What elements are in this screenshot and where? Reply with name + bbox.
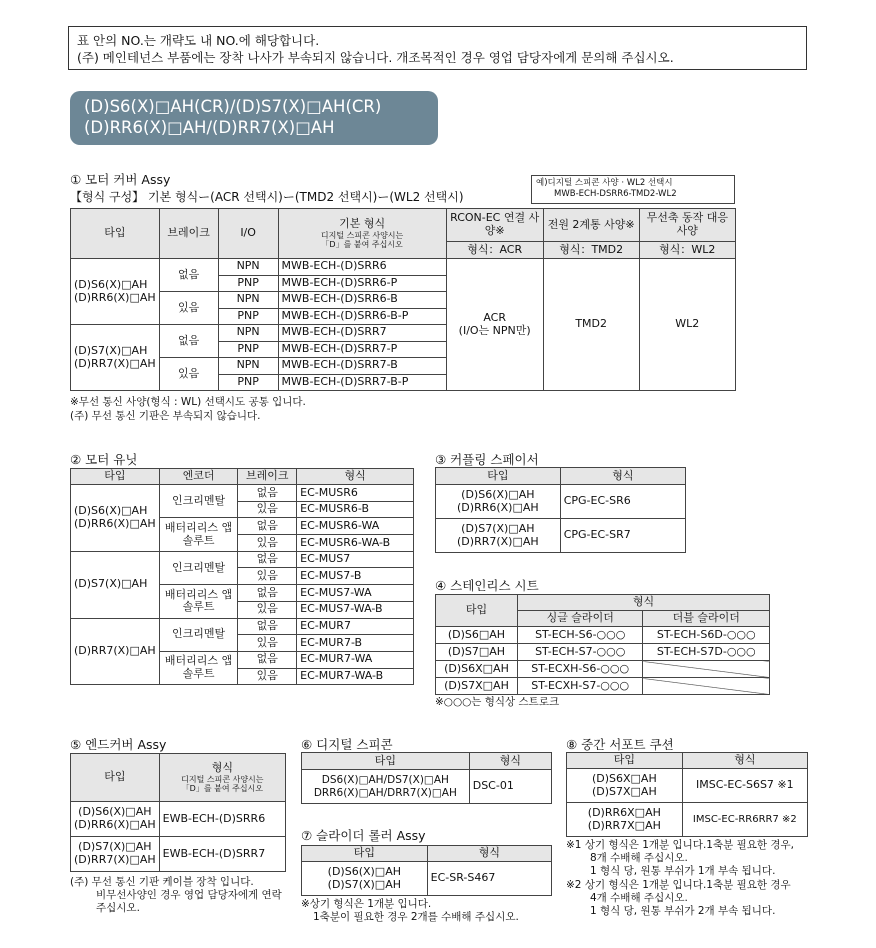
- model-cell: EWB-ECH-(D)SRR6: [159, 802, 285, 837]
- header-model: 형식: [297, 469, 414, 485]
- io-cell: PNP: [218, 275, 278, 292]
- section-5-note-1: (주) 무선 통신 기판 케이블 장착 입니다.: [70, 876, 254, 888]
- header-base-note-2: 「D」를 붙여 주십시오: [321, 239, 403, 249]
- type-cell: (D)S7(X)□AH: [71, 551, 160, 618]
- header-model: [159, 754, 285, 802]
- model-cell: EC-MUR7-WA-B: [297, 668, 414, 685]
- model-cell: EC-MUSR6-WA: [297, 518, 414, 535]
- model-cell: MWB-ECH-(D)SRR7-P: [278, 341, 446, 358]
- model-cell: MWB-ECH-(D)SRR7-B-P: [278, 374, 446, 391]
- header-base-note-1: 디지털 스피콘 사양시는: [320, 230, 404, 240]
- wl2-cell: WL2: [639, 259, 735, 391]
- header-rcon: RCON-EC 연결 사양※: [446, 209, 543, 242]
- brake-cell: 없음: [238, 551, 297, 568]
- double-model-cell: ST-ECH-S6D-○○○: [643, 627, 770, 644]
- tmd2-cell: TMD2: [543, 259, 639, 391]
- brake-cell: 없음: [238, 651, 297, 668]
- digital-speed-controller-table: [301, 752, 552, 804]
- section-2-title: ② 모터 유닛: [70, 452, 138, 467]
- brake-cell: 있음: [238, 601, 297, 618]
- header-encoder: 엔코더: [159, 469, 238, 485]
- model-cell: MWB-ECH-(D)SRR7: [278, 325, 446, 342]
- io-cell: PNP: [218, 374, 278, 391]
- header-model: 형식: [427, 846, 551, 862]
- section-1-title: ① 모터 커버 Assy: [70, 172, 171, 187]
- format-acr: 형식：ACR: [446, 242, 543, 259]
- type-cell: (D)S6(X)□AH (D)RR6(X)□AH: [71, 259, 160, 325]
- header-type: 타입: [436, 595, 518, 627]
- type-line: (D)S6(X)□AH: [78, 805, 152, 819]
- single-model-cell: ST-ECXH-S6-○○○: [517, 661, 643, 678]
- encoder-cell: 배터리리스 앱솔루트: [159, 518, 238, 551]
- type-cell: (D)S6(X)□AH (D)RR6(X)□AH: [71, 485, 160, 552]
- type-cell: (D)S7□AH: [436, 644, 518, 661]
- header-model: 형식: [469, 753, 551, 770]
- header-type: 타입: [567, 753, 683, 769]
- model-cell: EC-SR-S467: [427, 862, 551, 896]
- single-model-cell: ST-ECXH-S7-○○○: [517, 678, 643, 695]
- type-line: DRR6(X)□AH/DRR7(X)□AH: [313, 786, 457, 799]
- header-type: 타입: [71, 209, 160, 259]
- type-cell: [71, 837, 160, 872]
- banner-line-2: (D)RR6(X)□AH/(D)RR7(X)□AH: [84, 118, 335, 137]
- section-7-title: ⑦ 슬라이더 롤러 Assy: [301, 828, 426, 843]
- model-cell: MWB-ECH-(D)SRR6-P: [278, 275, 446, 292]
- header-type: 타입: [302, 753, 470, 770]
- model-cell: EC-MUSR6-WA-B: [297, 535, 414, 552]
- brake-cell: 있음: [238, 535, 297, 552]
- header-type: 타입: [302, 846, 428, 862]
- type-line: (D)S6(X)□AH: [327, 864, 401, 878]
- model-cell: EC-MUR7: [297, 618, 414, 635]
- header-model-label: 형식: [211, 760, 233, 774]
- type-line: (D)S6(X)□AH: [461, 487, 535, 501]
- model-cell: IMSC-EC-S6S7 ※1: [682, 769, 807, 803]
- notice-box: [68, 26, 807, 70]
- model-cell: EC-MUS7-WA: [297, 585, 414, 602]
- type-cell: [567, 769, 683, 803]
- model-cell: MWB-ECH-(D)SRR7-B: [278, 358, 446, 375]
- model-cell: CPG-EC-SR6: [560, 485, 685, 519]
- io-cell: NPN: [218, 292, 278, 309]
- io-cell: NPN: [218, 358, 278, 375]
- model-cell: IMSC-EC-RR6RR7 ※2: [682, 803, 807, 837]
- type-line: (D)S6X□AH: [591, 771, 657, 785]
- type-cell: (D)S6X□AH: [436, 661, 518, 678]
- model-cell: MWB-ECH-(D)SRR6-B-P: [278, 308, 446, 325]
- brake-cell: 있음: [238, 635, 297, 652]
- type-cell: [71, 802, 160, 837]
- support-cushion-table: [566, 752, 808, 837]
- notice-line-2: (주) 메인테넌스 부품에는 장착 나사가 부속되지 않습니다. 개조목적인 경우 영업 담당자에게 문의해 주십시오.: [77, 50, 674, 65]
- header-type: 타입: [71, 469, 160, 485]
- section-4-title: ④ 스테인리스 시트: [435, 578, 539, 593]
- model-cell: EC-MUR7-B: [297, 635, 414, 652]
- model-cell: EC-MUSR6-B: [297, 501, 414, 518]
- section-5-note-3: 주십시오.: [96, 902, 140, 914]
- encoder-cell: 인크리멘탈: [159, 618, 238, 651]
- header-single-slider: 싱글 슬라이더: [517, 611, 643, 627]
- section-1-config: 【형식 구성】 기본 형식ー(ACR 선택시)ー(TMD2 선택시)ー(WL2 선택시): [70, 190, 464, 204]
- type-cell: (D)S7(X)□AH (D)RR7(X)□AH: [71, 325, 160, 391]
- type-cell: (D)S6□AH: [436, 627, 518, 644]
- motor-unit-table: [70, 468, 414, 685]
- header-model: 형식: [682, 753, 807, 769]
- model-cell: EC-MUR7-WA: [297, 651, 414, 668]
- header-power: 전원 2계통 사양※: [543, 209, 639, 242]
- brake-cell: 없음: [238, 485, 297, 502]
- model-cell: MWB-ECH-(D)SRR6: [278, 259, 446, 276]
- section-7-note-2: 1축분이 필요한 경우 2개를 수배해 주십시오.: [313, 911, 519, 923]
- brake-cell: 없음: [238, 618, 297, 635]
- section-1-note-1: ※무선 통신 사양(형식 : WL) 선택시도 공통 입니다.: [70, 396, 306, 408]
- io-cell: PNP: [218, 341, 278, 358]
- type-cell: (D)RR7(X)□AH: [71, 618, 160, 685]
- header-double-slider: 더블 슬라이더: [643, 611, 770, 627]
- type-line: (D)RR6X□AH: [587, 805, 661, 819]
- io-cell: PNP: [218, 308, 278, 325]
- section-8-note-5: 4개 수배해 주십시오.: [590, 892, 688, 904]
- section-8-note-2: 8개 수배해 주십시오.: [590, 852, 688, 864]
- model-cell: EC-MUS7-WA-B: [297, 601, 414, 618]
- header-model: 형식: [517, 595, 769, 611]
- io-cell: NPN: [218, 259, 278, 276]
- model-cell: EC-MUSR6: [297, 485, 414, 502]
- brake-cell: 없음: [159, 325, 218, 358]
- stainless-sheet-table: [435, 594, 770, 695]
- motor-cover-table: [70, 208, 736, 391]
- notice-line-1: 표 안의 NO.는 개략도 내 NO.에 해당합니다.: [77, 33, 320, 48]
- header-io: I/O: [218, 209, 278, 259]
- brake-cell: 있음: [238, 501, 297, 518]
- type-line: (D)RR7(X)□AH: [457, 534, 539, 548]
- model-cell: MWB-ECH-(D)SRR6-B: [278, 292, 446, 309]
- section-8-note-1: ※1 상기 형식은 1개분 입니다.1축분 필요한 경우,: [566, 839, 794, 851]
- product-banner: [70, 91, 438, 145]
- section-8-note-3: 1 형식 당, 원통 부쉬가 1개 부속 됩니다.: [590, 865, 776, 877]
- example-box: [531, 175, 735, 204]
- model-cell: DSC-01: [469, 770, 551, 804]
- acr-cell: [446, 259, 543, 391]
- banner-line-1: (D)S6(X)□AH(CR)/(D)S7(X)□AH(CR): [84, 97, 382, 116]
- end-cover-table: [70, 753, 286, 872]
- brake-cell: 없음: [238, 585, 297, 602]
- type-line: (D)RR7X□AH: [587, 818, 661, 832]
- type-line: (D)S7X□AH: [591, 784, 657, 798]
- example-line-2: MWB-ECH-DSRR6-TMD2-WL2: [554, 189, 677, 199]
- coupling-spacer-table: [435, 467, 686, 553]
- slider-roller-table: [301, 845, 552, 896]
- header-base-model: [278, 209, 446, 259]
- encoder-cell: 인크리멘탈: [159, 485, 238, 518]
- type-cell: [567, 803, 683, 837]
- acr-label: ACR: [483, 310, 506, 324]
- section-1-note-2: (주) 무선 통신 기판은 부속되지 않습니다.: [70, 410, 261, 422]
- type-cell: [436, 519, 561, 553]
- section-5-title: ⑤ 엔드커버 Assy: [70, 737, 167, 752]
- header-type: 타입: [71, 754, 160, 802]
- type-line: (D)S7(X)□AH: [461, 521, 535, 535]
- type-cell: [302, 862, 428, 896]
- type-cell: [302, 770, 470, 804]
- section-7-note-1: ※상기 형식은 1개분 입니다.: [301, 898, 432, 910]
- double-model-cell: ST-ECH-S7D-○○○: [643, 644, 770, 661]
- model-cell: CPG-EC-SR7: [560, 519, 685, 553]
- section-8-note-6: 1 형식 당, 원통 부쉬가 2개 부속 됩니다.: [590, 905, 776, 917]
- section-5-note-2: 비무선사양인 경우 영업 담당자에게 연락: [96, 889, 282, 901]
- model-cell: EWB-ECH-(D)SRR7: [159, 837, 285, 872]
- io-cell: NPN: [218, 325, 278, 342]
- type-line: (D)RR6(X)□AH: [457, 500, 539, 514]
- section-4-note: ※○○○는 형식상 스트로크: [435, 696, 560, 708]
- acr-note: (I/O는 NPN만): [458, 323, 531, 337]
- brake-cell: 없음: [159, 259, 218, 292]
- type-cell: [436, 485, 561, 519]
- section-8-note-4: ※2 상기 형식은 1개분 입니다.1축분 필요한 경우: [566, 879, 791, 891]
- brake-cell: 있음: [238, 568, 297, 585]
- header-brake: 브레이크: [159, 209, 218, 259]
- example-line-1: 예)디지털 스피콘 사양 · WL2 선택시: [536, 178, 673, 188]
- type-line: (D)S7(X)□AH: [327, 877, 401, 891]
- brake-cell: 있음: [238, 668, 297, 685]
- header-base-label: 기본 형식: [339, 216, 386, 230]
- brake-cell: 없음: [238, 518, 297, 535]
- model-cell: EC-MUS7-B: [297, 568, 414, 585]
- encoder-cell: 배터리리스 앱솔루트: [159, 651, 238, 684]
- single-model-cell: ST-ECH-S7-○○○: [517, 644, 643, 661]
- model-cell: EC-MUS7: [297, 551, 414, 568]
- not-available-cell: [643, 678, 770, 695]
- not-available-cell: [643, 661, 770, 678]
- format-wl2: 형식：WL2: [639, 242, 735, 259]
- brake-cell: 있음: [159, 358, 218, 391]
- encoder-cell: 인크리멘탈: [159, 551, 238, 584]
- header-brake: 브레이크: [238, 469, 297, 485]
- section-3-title: ③ 커플링 스페이서: [435, 452, 539, 467]
- section-6-title: ⑥ 디지털 스피콘: [301, 737, 393, 752]
- header-note-2: 「D」를 붙여 주십시오: [181, 783, 263, 793]
- header-type: 타입: [436, 468, 561, 485]
- type-line: (D)S7(X)□AH: [78, 840, 152, 854]
- type-line: (D)RR7(X)□AH: [74, 853, 156, 866]
- single-model-cell: ST-ECH-S6-○○○: [517, 627, 643, 644]
- header-wireless: 무선축 동작 대응 사양: [639, 209, 735, 242]
- encoder-cell: 배터리리스 앱솔루트: [159, 585, 238, 618]
- type-line: (D)RR6(X)□AH: [74, 818, 156, 831]
- header-model: 형식: [560, 468, 685, 485]
- section-8-title: ⑧ 중간 서포트 쿠션: [566, 737, 674, 752]
- type-cell: (D)S7X□AH: [436, 678, 518, 695]
- type-line: DS6(X)□AH/DS7(X)□AH: [321, 774, 449, 787]
- header-note-1: 디지털 스피콘 사양시는: [181, 774, 264, 784]
- brake-cell: 있음: [159, 292, 218, 325]
- format-tmd2: 형식：TMD2: [543, 242, 639, 259]
